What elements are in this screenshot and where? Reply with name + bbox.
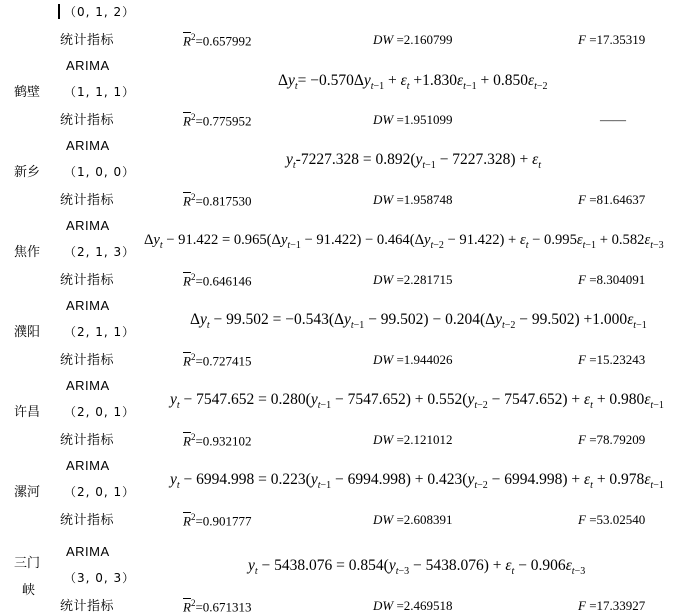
equation-xuchang: $y_t - 7547.652 = 0.280(y_{t-1} - 7547.652) + 0.552(y_{t-2} - 7547.652) + \varepsilon_t + 0.980\varepsilon_{t-1}$ — [170, 391, 664, 412]
city-sanmenxia-line2: 峡 — [22, 583, 36, 598]
stat-label-2: 统计指标 — [60, 192, 115, 207]
city-xinxiang: 新乡 — [14, 165, 41, 180]
city-hebi: 鹤壁 — [14, 85, 41, 100]
order-6: （2, 0, 1） — [64, 485, 136, 499]
equation-xinxiang: $y_t-7227.328 = 0.892(y_{t-1} - 7227.328) + \varepsilon_t$ — [286, 151, 541, 172]
arima-label-6: ARIMA — [66, 458, 110, 473]
stat-label-0: 统计指标 — [60, 32, 115, 47]
city-luohe: 漯河 — [14, 485, 41, 500]
equation-puyang: $\Delta y_t - 99.502 = -0.543(\Delta y_{t-1} - 99.502) - 0.204(\Delta y_{t-2} - 99.502) +1.000\varepsilon_{t-1}$ — [190, 311, 647, 332]
order-1: （1, 1, 1） — [64, 85, 136, 99]
arima-label-1: ARIMA — [66, 58, 110, 73]
text-cursor — [58, 4, 60, 19]
equation-luohe: $y_t - 6994.998 = 0.223(y_{t-1} - 6994.998) + 0.423(y_{t-2} - 6994.998) + \varepsilon_t + 0.978\varepsilon_{t-1}$ — [170, 471, 664, 492]
stat-label-6: 统计指标 — [60, 512, 115, 527]
r2-7: $\overline{R}^2=0.671313$ — [183, 598, 252, 615]
dw-7: DW =2.469518 — [373, 598, 453, 613]
r2-6: $\overline{R}^2=0.901777$ — [183, 512, 252, 529]
order-7: （3, 0, 3） — [64, 571, 136, 585]
equation-hebi: $\Delta y_t= -0.570\Delta y_{t-1} + \varepsilon_t +1.830\varepsilon_{t-1} + 0.850\varepsilon_{t-2}$ — [278, 72, 548, 93]
order-4: （2, 1, 1） — [64, 325, 136, 339]
dw-5: DW =2.121012 — [373, 432, 453, 447]
r2-3: $\overline{R}^2=0.646146$ — [183, 272, 252, 289]
f-3: F =8.304091 — [578, 272, 646, 287]
order-3: （2, 1, 3） — [64, 245, 136, 259]
stat-label-1: 统计指标 — [60, 112, 115, 127]
f-4: F =15.23243 — [578, 352, 646, 367]
stat-label-5: 统计指标 — [60, 432, 115, 447]
r2-1: $\overline{R}^2=0.775952$ — [183, 112, 252, 129]
order-2: （1, 0, 0） — [64, 165, 136, 179]
arima-label-4: ARIMA — [66, 298, 110, 313]
arima-label-3: ARIMA — [66, 218, 110, 233]
f-6: F =53.02540 — [578, 512, 646, 527]
order-5: （2, 0, 1） — [64, 405, 136, 419]
dw-0: DW =2.160799 — [373, 32, 453, 47]
arima-label-2: ARIMA — [66, 138, 110, 153]
stat-label-7: 统计指标 — [60, 598, 115, 613]
equation-sanmenxia: $y_t - 5438.076 = 0.854(y_{t-3} - 5438.076) + \varepsilon_t - 0.906\varepsilon_{t-3}$ — [248, 557, 586, 578]
dw-4: DW =1.944026 — [373, 352, 453, 367]
city-xuchang: 许昌 — [14, 405, 41, 420]
order-0: （0, 1, 2） — [64, 5, 136, 19]
r2-2: $\overline{R}^2=0.817530$ — [183, 192, 252, 209]
dw-1: DW =1.951099 — [373, 112, 453, 127]
dw-3: DW =2.281715 — [373, 272, 453, 287]
city-puyang: 濮阳 — [14, 325, 41, 340]
f-5: F =78.79209 — [578, 432, 646, 447]
stat-label-4: 统计指标 — [60, 352, 115, 367]
f-7: F =17.33927 — [578, 598, 646, 613]
stat-label-3: 统计指标 — [60, 272, 115, 287]
r2-5: $\overline{R}^2=0.932102$ — [183, 432, 252, 449]
dw-6: DW =2.608391 — [373, 512, 453, 527]
f-2: F =81.64637 — [578, 192, 646, 207]
city-jiaozuo: 焦作 — [14, 245, 41, 260]
f-dash-1: —— — [600, 112, 626, 127]
arima-label-7: ARIMA — [66, 544, 110, 559]
r2-0: $\overline{R}^2=0.657992$ — [183, 32, 252, 49]
dw-2: DW =1.958748 — [373, 192, 453, 207]
r2-4: $\overline{R}^2=0.727415$ — [183, 352, 252, 369]
f-0: F =17.35319 — [578, 32, 646, 47]
equation-jiaozuo: $\Delta y_t - 91.422 = 0.965(\Delta y_{t-1} - 91.422) - 0.464(\Delta y_{t-2} - 91.422) + \varepsilon_t - 0.995\varepsilon_{t-1} + 0.582\varepsilon_{t-3}$ — [144, 232, 664, 251]
city-sanmenxia-line1: 三门 — [14, 556, 41, 571]
arima-label-5: ARIMA — [66, 378, 110, 393]
